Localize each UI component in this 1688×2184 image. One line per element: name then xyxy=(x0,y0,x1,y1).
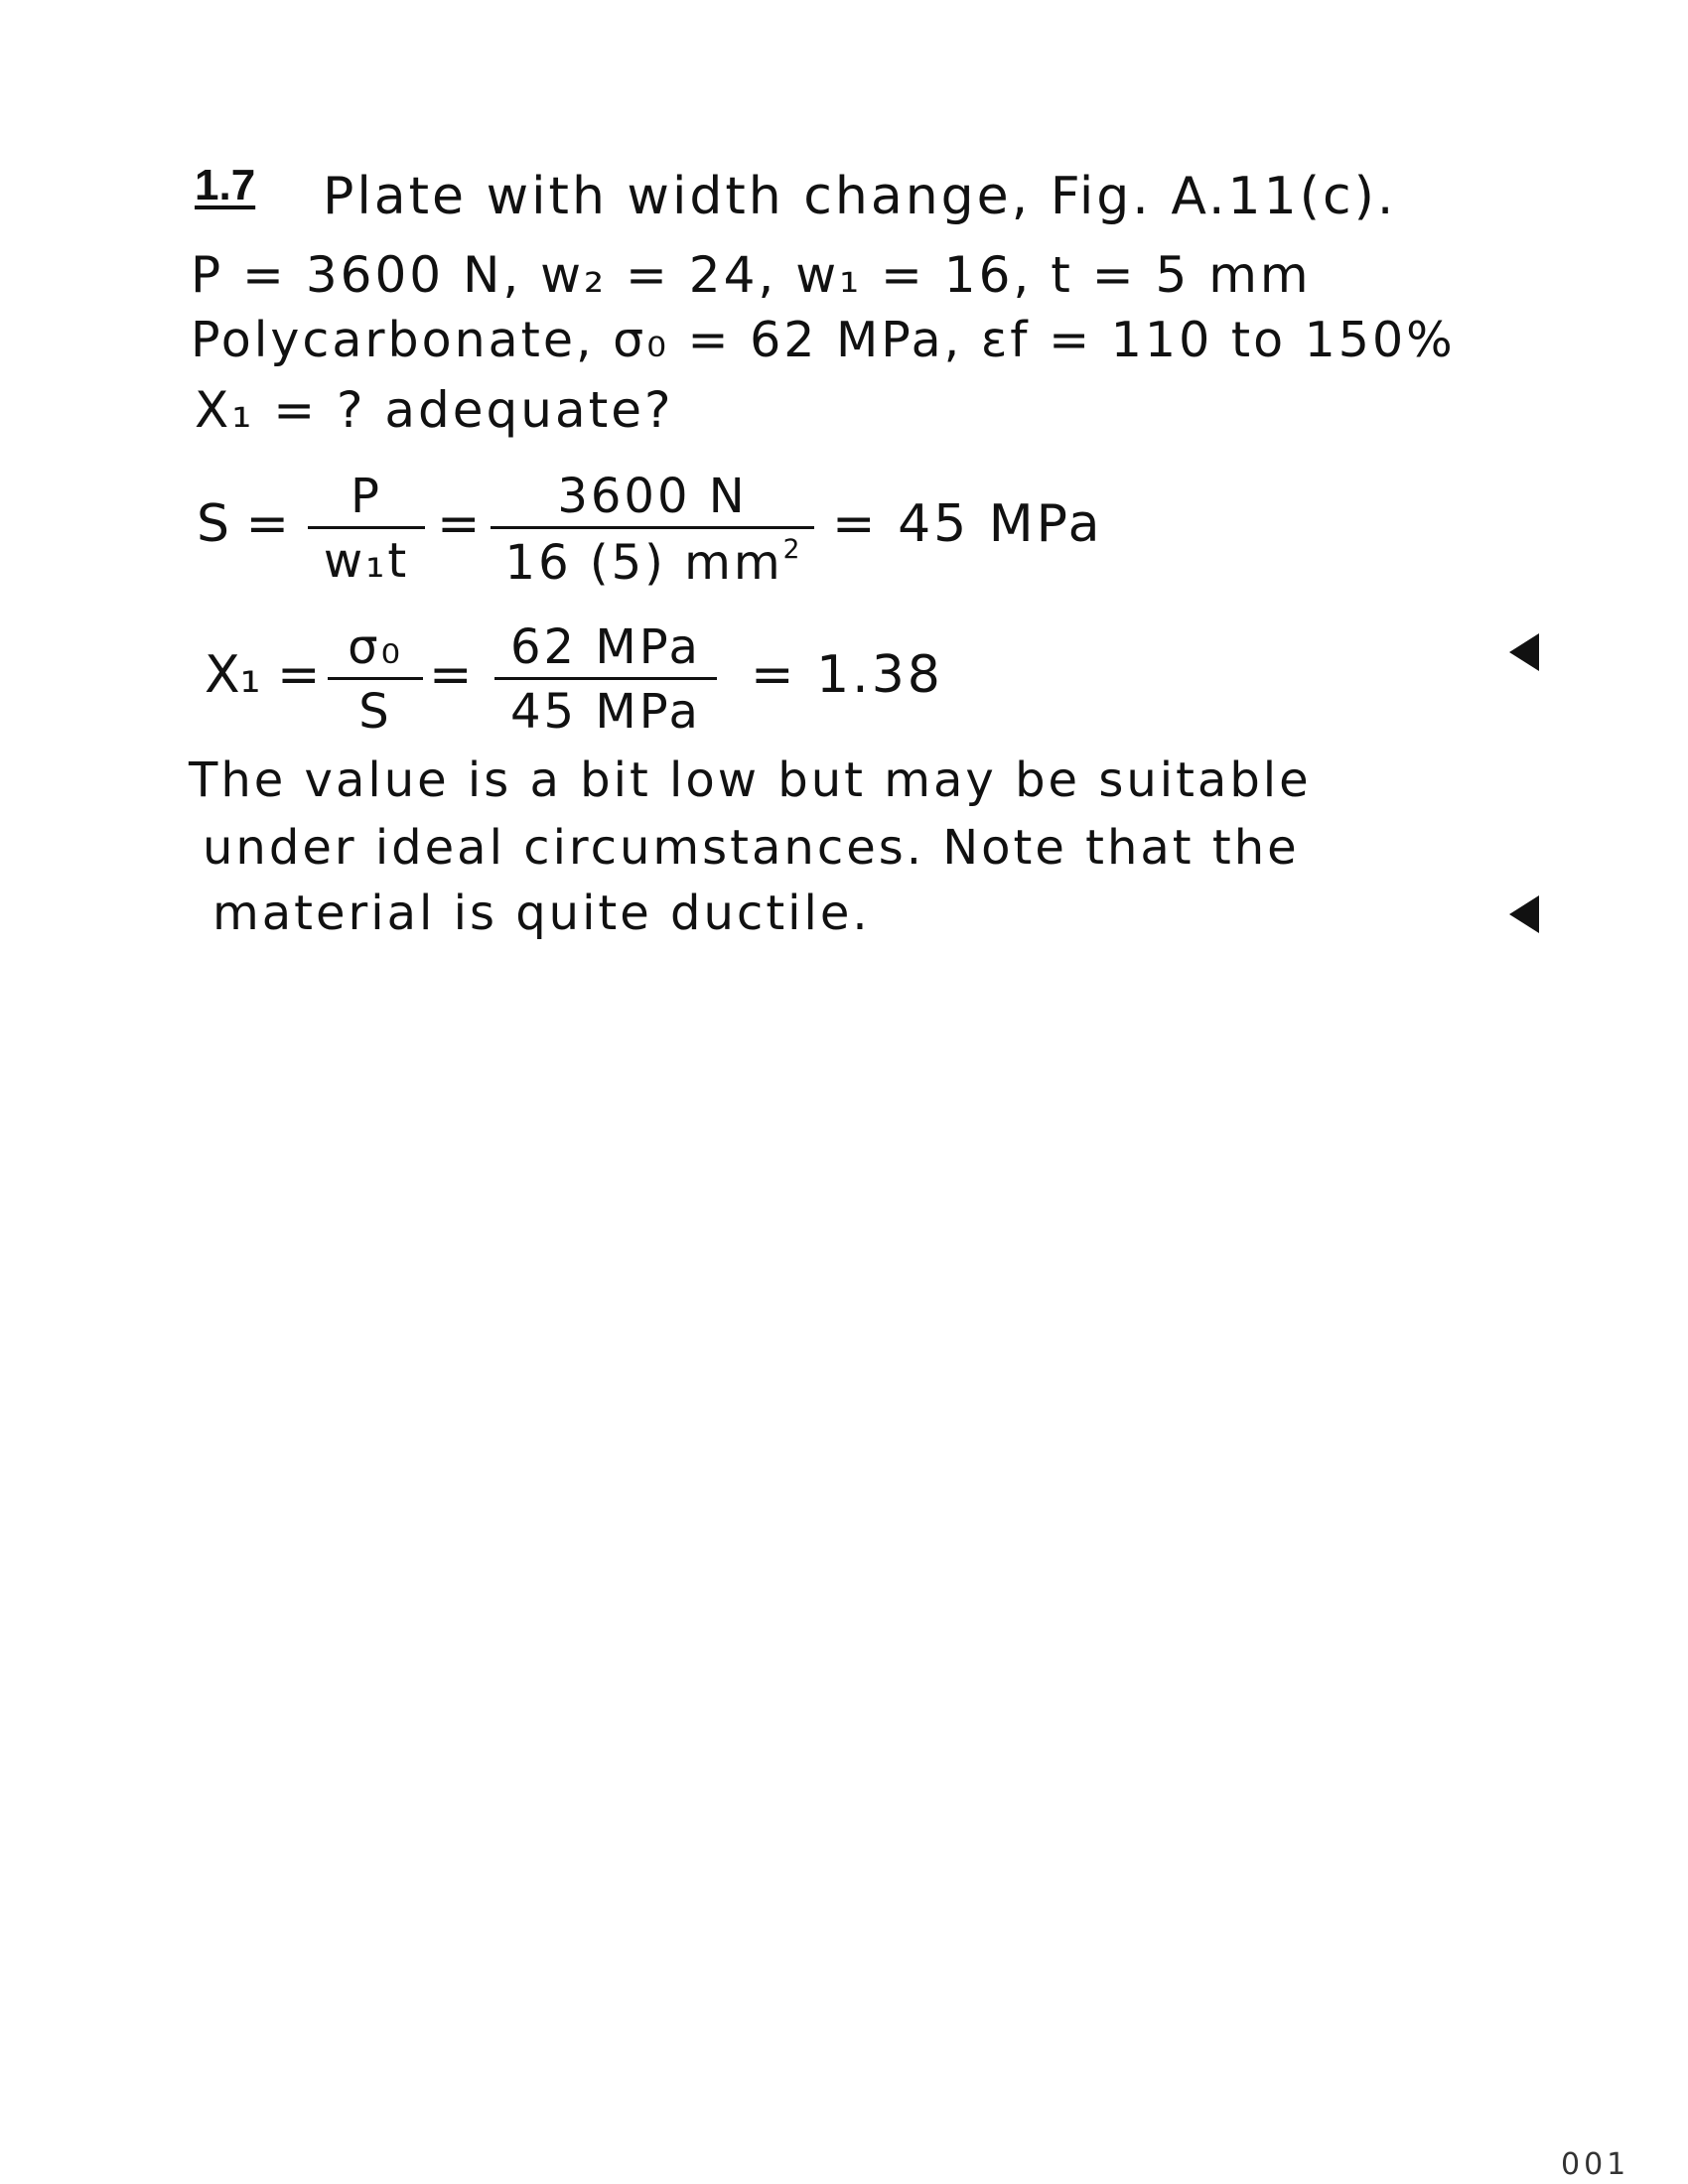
stress-lhs: S = xyxy=(197,494,290,554)
given-line-3: X₁ = ? adequate? xyxy=(195,381,674,439)
conclusion-line-3: material is quite ductile. xyxy=(212,886,871,941)
stress-fraction-1-denominator: w₁t xyxy=(323,533,410,589)
stress-fraction-2-denominator-base: 16 (5) mm xyxy=(504,535,783,592)
safety-fraction-1-denominator: S xyxy=(358,684,392,740)
safety-fraction-2-denominator: 45 MPa xyxy=(510,684,701,740)
safety-fraction-2 xyxy=(494,619,717,740)
conclusion-line-2: under ideal circumstances. Note that the xyxy=(203,820,1300,876)
stress-fraction-2-denominator xyxy=(491,529,814,592)
left-triangle-icon xyxy=(1509,895,1539,933)
stress-equals-1: = xyxy=(437,494,481,554)
given-line-1: P = 3600 N, w₂ = 24, w₁ = 16, t = 5 mm xyxy=(191,246,1312,304)
safety-fraction-2-numerator: 62 MPa xyxy=(494,623,717,680)
stress-fraction-2 xyxy=(491,469,814,592)
page-number: 001 xyxy=(1561,2147,1630,2182)
stress-fraction-1 xyxy=(308,469,425,589)
problem-title: Plate with width change, Fig. A.11(c). xyxy=(323,167,1397,226)
stress-fraction-1-numerator: P xyxy=(308,473,425,529)
left-triangle-icon xyxy=(1509,633,1539,671)
stress-fraction-2-denominator-exponent: 2 xyxy=(782,534,800,565)
safety-fraction-1 xyxy=(328,619,423,740)
safety-lhs: X₁ = xyxy=(205,645,321,705)
safety-equals-1: = xyxy=(429,645,473,705)
problem-number: 1.7 xyxy=(195,161,256,209)
safety-result: = 1.38 xyxy=(751,645,943,705)
stress-result: = 45 MPa xyxy=(832,494,1103,554)
conclusion-line-1: The value is a bit low but may be suitable xyxy=(189,752,1312,808)
stress-fraction-2-numerator: 3600 N xyxy=(491,473,814,529)
given-line-2: Polycarbonate, σ₀ = 62 MPa, εf = 110 to 150% xyxy=(191,312,1456,368)
safety-fraction-1-numerator: σ₀ xyxy=(328,623,423,680)
